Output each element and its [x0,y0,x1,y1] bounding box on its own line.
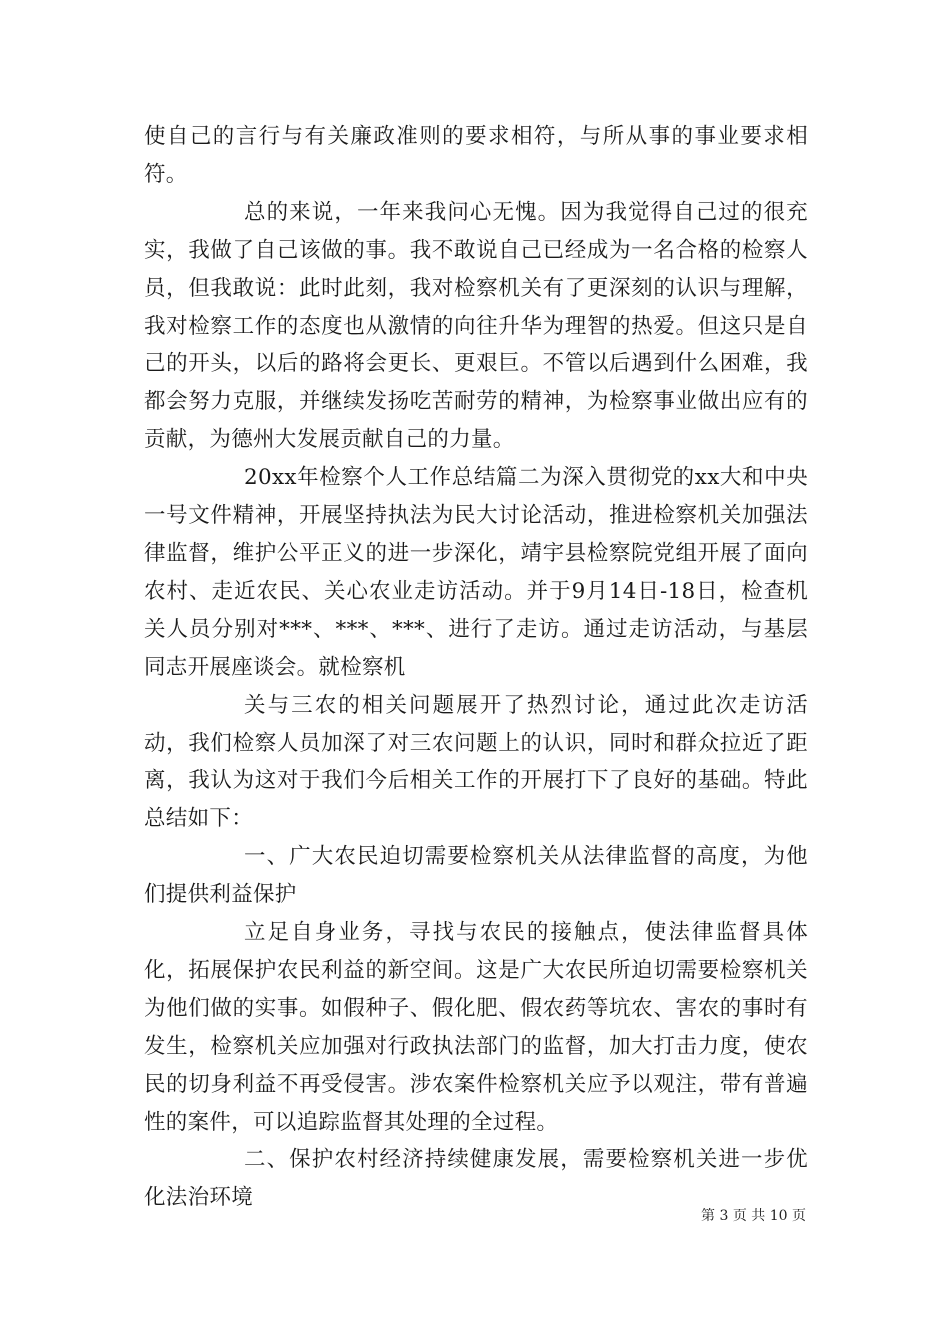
paragraph-continuation: 使自己的言行与有关廉政准则的要求相符，与所从事的事业要求相符。 [144,124,808,187]
page-number: 第 3 页 共 10 页 [701,1208,806,1224]
paragraph-summary: 总的来说，一年来我问心无愧。因为我觉得自己过的很充实，我做了自己该做的事。我不敢说自己已经成为一名合格的检察人员，但我敢说：此时此刻，我对检察机关有了更深刻的认识与理解，我对检察工作的态度也从激情的向往升华为理智的热爱。但这只是自己的开头，以后的路将会更长、更艰巨。不管以后遇到什么困难，我都会努力克服，并继续发扬吃苦耐劳的精神，为检察事业做出应有的贡献，为德州大发展贡献自己的力量。 [144,199,808,453]
section-heading-two: 二、保护农村经济持续健康发展，需要检察机关进一步优化法治环境 [144,1147,808,1211]
paragraph-discussion: 关与三农的相关问题展开了热烈讨论，通过此次走访活动，我们检察人员加深了对三农问题上的认识，同时和群众拉近了距离，我认为这对于我们今后相关工作的开展打下了良好的基础。特此总结如下： [144,692,808,832]
document-body [144,118,808,1217]
paragraph-section-one-body: 立足自身业务，寻找与农民的接触点，使法律监督具体化，拓展保护农民利益的新空间。这是广大农民所迫切需要检察机关为他们做的实事。如假种子、假化肥、假农药等坑农、害农的事时有发生，检察机关应加强对行政执法部门的监督，加大打击力度，使农民的切身利益不再受侵害。涉农案件检察机关应予以观注，带有普遍性的案件，可以追踪监督其处理的全过程。 [144,920,808,1135]
section-heading-one: 一、广大农民迫切需要检察机关从法律监督的高度，为他们提供利益保护 [144,844,808,908]
paragraph-part-two-intro: 20xx年检察个人工作总结篇二为深入贯彻党的xx大和中央一号文件精神，开展坚持执法为民大讨论活动，推进检察机关加强法律监督，维护公平正义的进一步深化，靖宇县检察院党组开展了面向农村、走近农民、关心农业走访活动。并于9月14日-18日，检查机关人员分别对***、***、***、进行了走访。通过走访活动，与基层同志开展座谈会。就检察机 [144,465,808,680]
